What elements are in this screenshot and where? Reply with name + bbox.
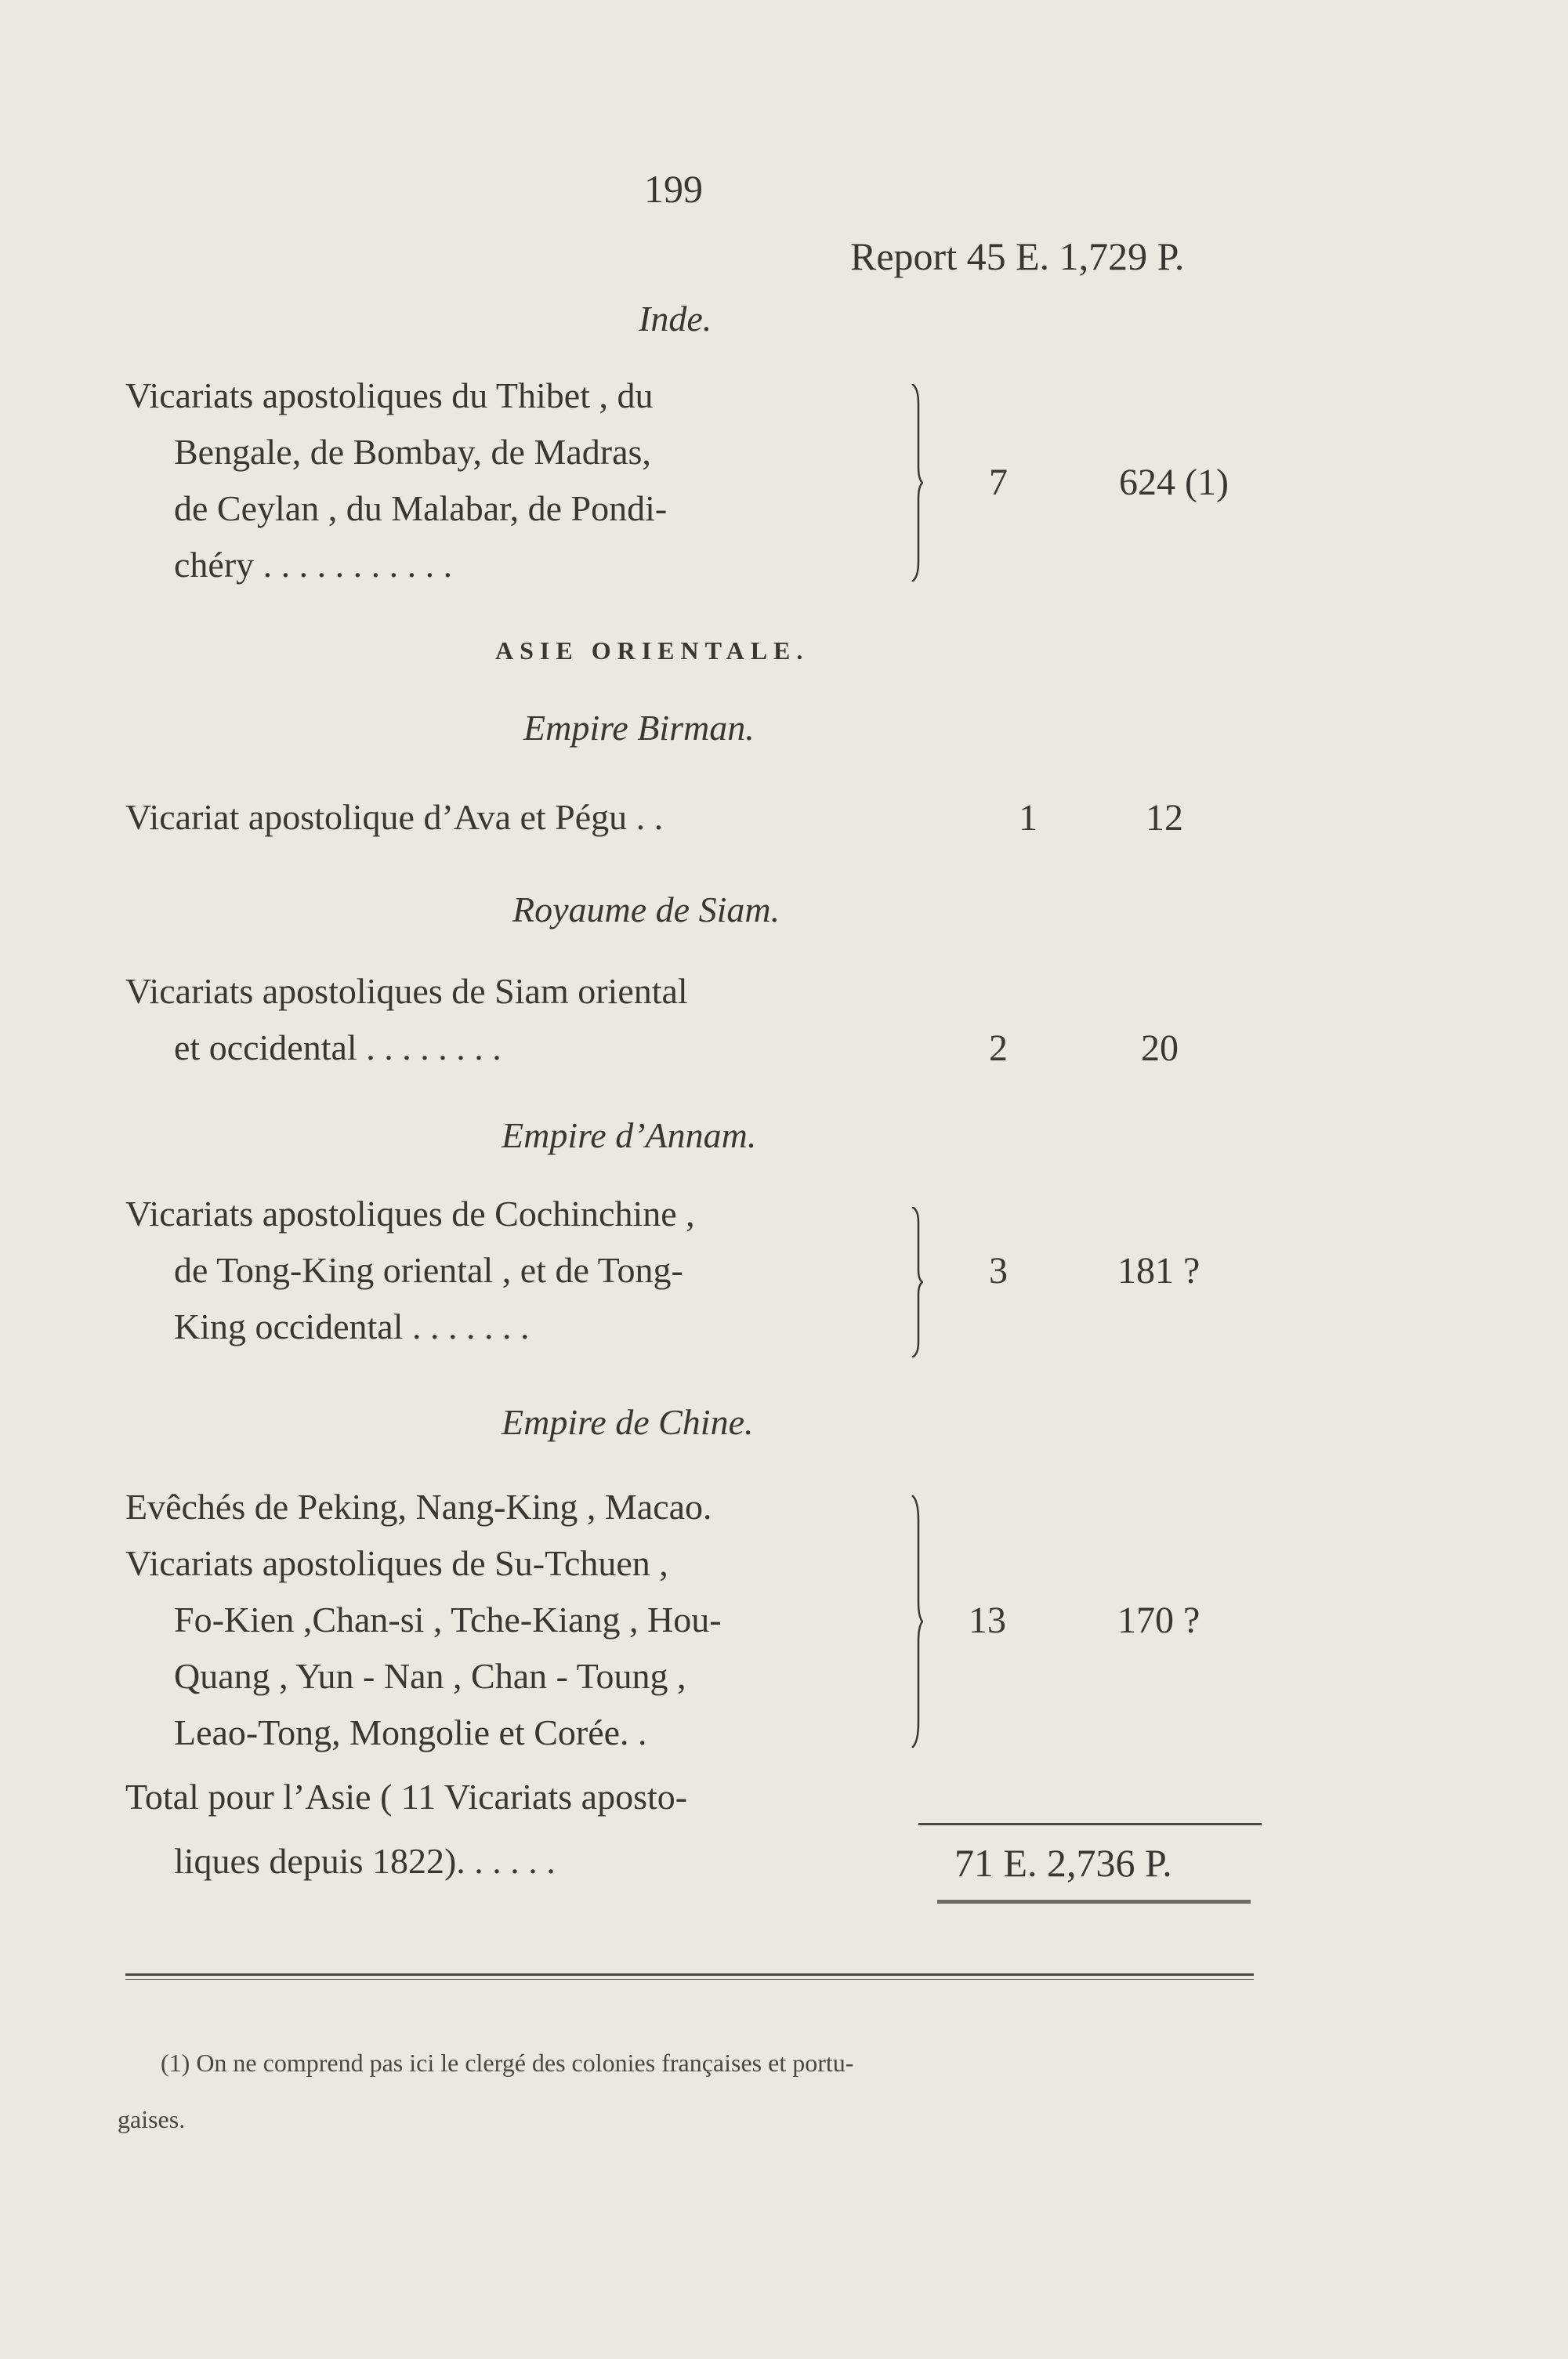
section-heading-chine: Empire de Chine. [502, 1402, 754, 1442]
chine-line-3: Fo-Kien ,Chan-si , Tche-Kiang , Hou- [174, 1600, 722, 1640]
report-carried-forward: Report 45 E. 1,729 P. [850, 234, 1185, 278]
section-heading-annam: Empire d’Annam. [502, 1115, 757, 1155]
annam-line-3: King occidental . . . . . . . [174, 1306, 530, 1346]
total-value: 71 E. 2,736 P. [954, 1841, 1172, 1885]
annam-value: 181 ? [1117, 1250, 1200, 1292]
birman-count: 1 [1019, 797, 1037, 839]
birman-value: 12 [1146, 797, 1183, 839]
annam-line-1: Vicariats apostoliques de Cochinchine , [125, 1194, 695, 1234]
chine-line-2: Vicariats apostoliques de Su-Tchuen , [125, 1543, 668, 1583]
total-rule-top [918, 1823, 1262, 1825]
footnote-separator [125, 1973, 1254, 1976]
birman-line-1: Vicariat apostolique d’Ava et Pégu . . [125, 797, 664, 837]
chine-line-5: Leao-Tong, Mongolie et Corée. . [174, 1712, 647, 1752]
brace-annam [909, 1207, 923, 1357]
siam-count: 2 [989, 1027, 1008, 1069]
siam-line-1: Vicariats apostoliques de Siam oriental [125, 971, 688, 1011]
footnote-separator-thin [125, 1979, 1254, 1980]
section-heading-inde: Inde. [639, 299, 712, 339]
footnote-line-2: gaises. [118, 2105, 186, 2133]
annam-count: 3 [989, 1250, 1008, 1292]
brace-inde [909, 384, 923, 582]
brace-chine [909, 1495, 923, 1748]
inde-line-3: de Ceylan , du Malabar, de Pondi- [174, 488, 668, 528]
chine-line-1: Evêchés de Peking, Nang-King , Macao. [125, 1487, 712, 1527]
total-rule-bottom [937, 1900, 1251, 1904]
total-line-2: liques depuis 1822). . . . . . [174, 1841, 556, 1881]
section-heading-siam: Royaume de Siam. [512, 890, 780, 929]
siam-line-2: et occidental . . . . . . . . [174, 1027, 502, 1067]
region-heading-asie-orientale: ASIE ORIENTALE. [495, 636, 809, 665]
inde-line-2: Bengale, de Bombay, de Madras, [174, 432, 651, 472]
inde-count: 7 [989, 462, 1008, 503]
section-heading-birman: Empire Birman. [523, 708, 755, 748]
inde-line-4: chéry . . . . . . . . . . . [174, 545, 453, 585]
inde-line-1: Vicariats apostoliques du Thibet , du [125, 375, 654, 415]
footnote-line-1: (1) On ne comprend pas ici le clergé des colonies françaises et portu- [161, 2049, 854, 2077]
total-line-1: Total pour l’Asie ( 11 Vicariats aposto- [125, 1777, 688, 1817]
chine-line-4: Quang , Yun - Nan , Chan - Toung , [174, 1656, 686, 1696]
siam-value: 20 [1141, 1027, 1179, 1069]
chine-count: 13 [969, 1600, 1006, 1641]
page-number: 199 [644, 167, 703, 211]
annam-line-2: de Tong-King oriental , et de Tong- [174, 1250, 683, 1290]
inde-value: 624 (1) [1119, 462, 1229, 503]
chine-value: 170 ? [1117, 1600, 1200, 1641]
